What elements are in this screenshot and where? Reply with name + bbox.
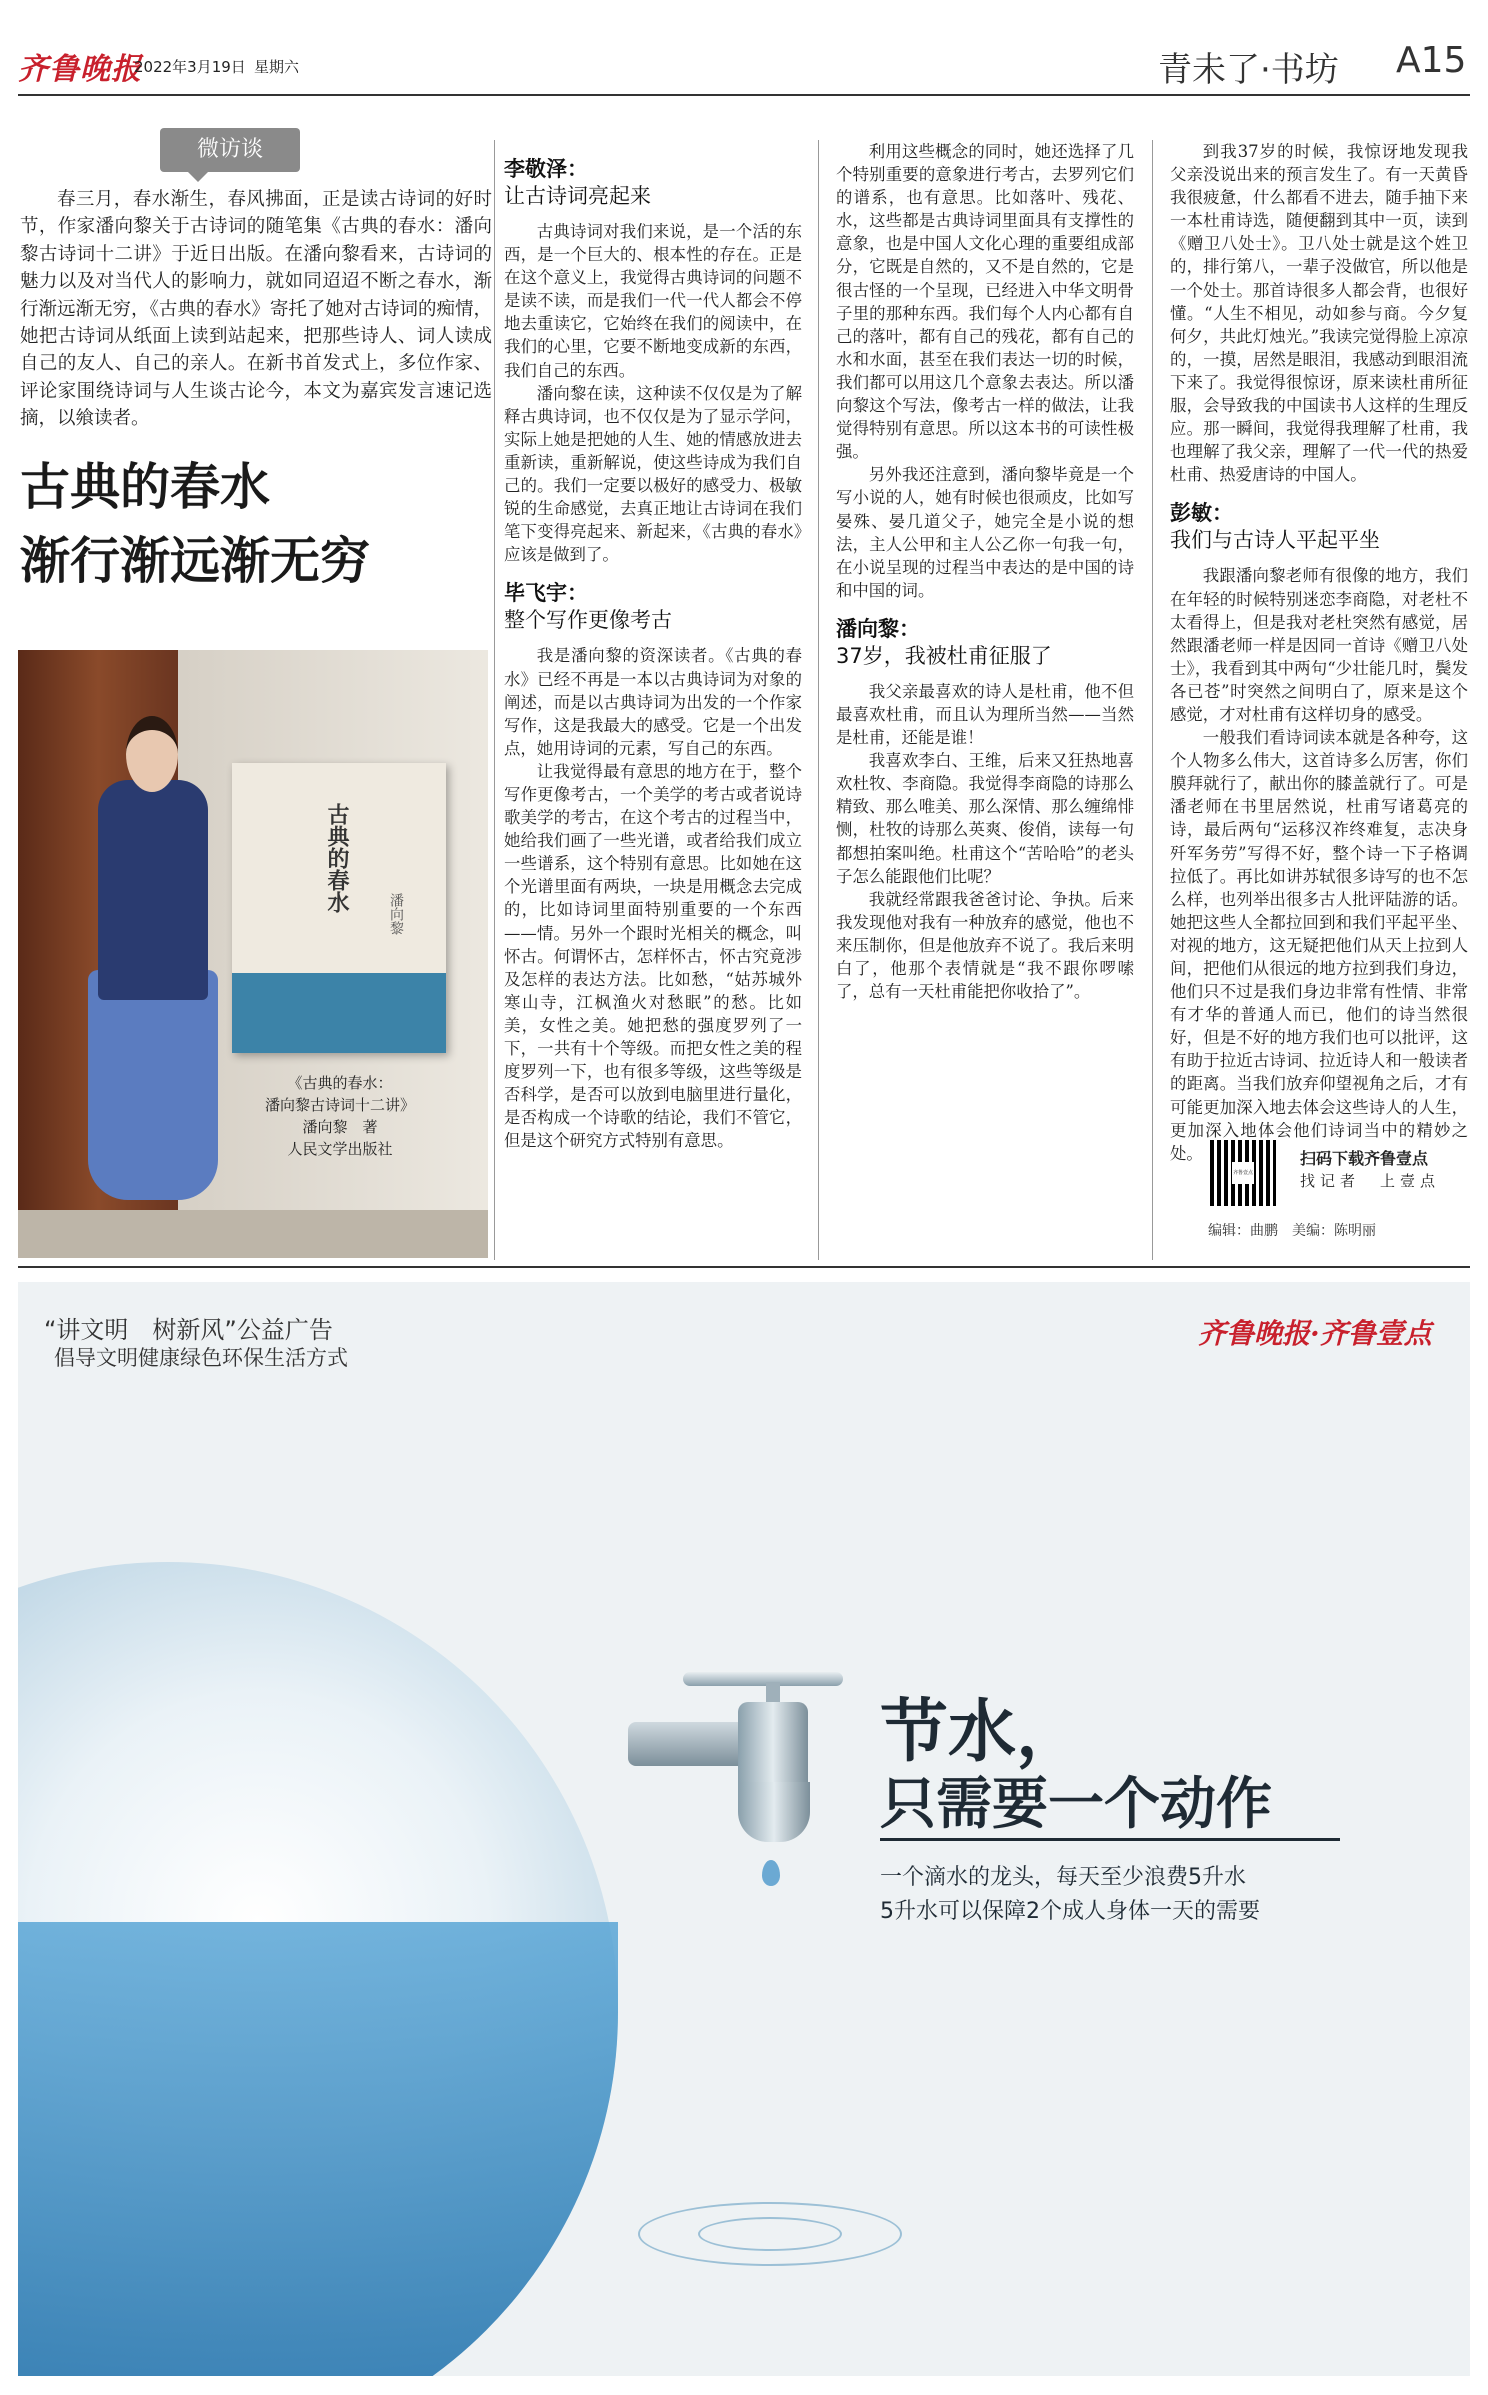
body-paragraph: 利用这些概念的同时，她还选择了几个特别重要的意象进行考古，去罗列它们的谱系，也有意思。比如落叶、残花、水，这些都是古典诗词里面具有支撑性的意象，也是中国人文化心理的重要组成部分，它既是自然的，又不是自然的，它是很古怪的一个呈现，已经进入中华文明骨子里的那种东西。我们每个人内心都有自己的落叶，都有自己的残花，都有自己的水和水面，甚至在我们表达一切的时候，我们都可以用这几个意象去表达。所以潘向黎这个写法，像考古一样的做法，让我觉得特别有意思。所以这本书的可读性极强。 [836,142,1134,462]
photo-floor [18,1210,488,1258]
faucet-spout [738,1782,810,1842]
photo-skirt [88,970,218,1200]
section-subhead: 整个写作更像考古 [504,608,672,633]
book-cover-author: 潘向黎 [388,893,404,935]
qr-logo [1232,1162,1254,1184]
body-paragraph: 到我37岁的时候，我惊讶地发现我父亲没说出来的预言发生了。有一天黄昏我很疲惫，什么都看不进去，随手抽下来一本杜甫诗选，随便翻到其中一页，读到《赠卫八处士》。卫八处士就是这个姓卫的，排行第八，一辈子没做官，所以他是一个处士。那首诗很多人都会背，也很好懂。“人生不相见，动如参与商。今夕复何夕，共此灯烛光。”我读完觉得脸上凉凉的，一摸，居然是眼泪，我感动到眼泪流下来了。我觉得很惊讶，原来读杜甫所征服，会导致我的中国读书人这样的生理反应。那一瞬间，我觉得我理解了杜甫，我也理解了我父亲，理解了一代一代的热爱杜甫、热爱唐诗的中国人。 [1170,142,1468,485]
body-paragraph: 古典诗词对我们来说，是一个活的东西，是一个巨大的、根本性的存在。正是在这个意义上，我觉得古典诗词的问题不是读不读，而是我们一代一代人都会不停地去重读它，它始终在我们的阅读中，在我们的心里，它要不断地变成新的东西，我们自己的东西。 [504,222,802,380]
caption-line: 《古典的春水： [287,1074,393,1092]
speaker-name: 毕飞宇： [504,581,588,606]
book-cover-band [232,973,446,1053]
ad-slogan: 倡导文明健康绿色环保生活方式 [54,1346,348,1370]
photo-head [126,716,178,792]
speaker-name: 潘向黎： [836,616,920,641]
header-rule [18,94,1470,96]
article-column-4 [1170,140,1468,1165]
intro-paragraph [20,186,492,433]
column-divider [818,140,819,1260]
book-caption [230,1072,450,1160]
globe-water [18,1922,618,2376]
column-divider [494,140,495,1260]
issue-weekday: 星期六 [254,58,300,76]
masthead-logo: 齐鲁晚报 [18,52,142,87]
speaker-name: 李敬泽： [504,157,588,181]
photo-jacket [98,780,208,1000]
intro-text: 春三月，春水渐生，春风拂面，正是读古诗词的好时节，作家潘向黎关于古诗词的随笔集《古典的春水：潘向黎古诗词十二讲》于近日出版。在潘向黎看来，古诗词的魅力以及对当代人的影响力，就如同迢迢不断之春水，渐行渐远渐无穷，《古典的春水》寄托了她对古诗词的痴情，她把古诗词从纸面上读到站起来，把那些诗人、词人读成自己的友人、自己的亲人。在新书首发式上，多位作家、评论家围绕诗词与人生谈古论今，本文为嘉宾发言速记选摘，以飨读者。 [20,189,492,430]
issue-date: 2022年3月19日 [134,58,246,76]
water-ripple [698,2217,842,2251]
book-cover [232,763,446,1053]
ad-copy-1: 一个滴水的龙头，每天至少浪费5升水 [880,1865,1246,1890]
caption-line: 潘向黎古诗词十二讲》 [264,1096,415,1114]
body-paragraph: 让我觉得最有意思的地方在于，整个写作更像考古，一个美学的考古或者说诗歌美学的考古，在这个考古的过程当中，她给我们画了一些光谱，或者给我们成立一些谱系，这个特别有意思。比如她在这个光谱里面有两块，一块是用概念去完成的，比如诗词里面特别重要的一个东西——情。另外一个跟时光相关的概念，叫怀古。何谓怀古，怎样怀古，怀古究竟涉及怎样的表达方法。比如愁，“姑苏城外寒山寺，江枫渔火对愁眠”的愁。比如美，女性之美。她把愁的强度罗列了一下，一共有十个等级。而把女性之美的程度罗列一下，也有很多等级，这些等级是否科学，是否可以放到电脑里进行量化，是否构成一个诗歌的结论，我们不管它，但是这个研究方式特别有意思。 [504,761,802,1151]
section-name: 青未了·书坊 [1158,50,1339,90]
section-rule [18,1266,1470,1268]
section-subhead: 37岁，我被杜甫征服了 [836,643,1052,668]
faucet-handle [683,1672,843,1686]
qr-label: 齐鲁壹点 [1232,1170,1253,1176]
faucet-body [738,1702,808,1792]
column-divider [1152,140,1153,1260]
section-subhead: 我们与古诗人平起平坐 [1170,528,1380,553]
scan-title: 扫码下载齐鲁壹点 [1300,1149,1429,1168]
main-headline [20,450,490,598]
section-subhead: 让古诗词亮起来 [504,184,651,208]
qr-code[interactable] [1210,1140,1276,1206]
ad-campaign-title: “讲文明 树新风”公益广告 [44,1316,333,1344]
body-paragraph: 我就经常跟我爸爸讨论、争执。后来我发现他对我有一种放弃的感觉，他也不来压制你，但是他放弃不说了。我后来明白了，他那个表情就是“我不跟你啰嗦了，总有一天杜甫能把你收拾了”。 [836,889,1134,1002]
headline-line-2: 渐行渐远渐无穷 [20,531,370,590]
ad-headline-1: 节水， [880,1692,1085,1772]
body-paragraph: 我喜欢李白、王维，后来又狂热地喜欢杜牧、李商隐。我觉得李商隐的诗那么精致、那么唯美、那么深情、那么缠绵悱恻，杜牧的诗那么英爽、俊俏，读每一句都想拍案叫绝。杜甫这个“苦哈哈”的老头子怎么能跟他们比呢？ [836,751,1134,886]
ad-brand-logo: 齐鲁晚报·齐鲁壹点 [1198,1317,1432,1350]
column-tag: 微访谈 [160,128,300,172]
water-drop-icon [762,1860,780,1886]
ad-copy-2: 5升水可以保障2个成人身体一天的需要 [880,1899,1260,1924]
caption-line: 人民文学出版社 [287,1140,393,1158]
body-paragraph: 我是潘向黎的资深读者。《古典的春水》已经不再是一本以古典诗词为对象的阐述，而是以古典诗词为出发的一个作家写作，这是我最大的感受。它是一个出发点，她用诗词的元素，写自己的东西。 [504,646,802,758]
caption-line: 潘向黎 著 [302,1118,378,1136]
ad-rule [880,1838,1340,1841]
body-paragraph: 潘向黎在读，这种读不仅仅是为了解释古典诗词，也不仅仅是为了显示学问，实际上她是把她的人生、她的情感放进去重新读，重新解说，使这些诗成为我们自己的。我们一定要以极好的感受力、极敏锐的生命感觉，去真正地让古诗词在我们笔下变得亮起来、新起来，《古典的春水》应该是做到了。 [504,383,802,565]
editor-credits: 编辑：曲鹏 美编：陈明丽 [1208,1223,1376,1239]
body-paragraph: 我父亲最喜欢的诗人是杜甫，他不但最喜欢杜甫，而且认为理所当然——当然是杜甫，还能是谁！ [836,681,1134,748]
page-number: A15 [1396,40,1467,81]
body-paragraph: 一般我们看诗词读本就是各种夸，这个人物多么伟大，这首诗多么厉害，你们膜拜就行了，献出你的膝盖就行了。可是潘老师在书里居然说，杜甫写诸葛亮的诗，最后两句“运移汉祚终难复，志决身歼军务劳”写得不好，整个诗一下子格调拉低了。再比如讲苏轼很多诗写的也不怎么样，也列举出很多古人批评陆游的话。她把这些人全都拉回到和我们平起平坐、对视的地方，这无疑把他们从天上拉到人间，把他们从很远的地方拉到我们身边，他们只不过是我们身边非常有性情、非常有才华的普通人而已，他们的诗当然很好，但是不好的地方我们也可以批评，这有助于拉近古诗词、拉近诗人和一般读者的距离。当我们放弃仰望视角之后，才有可能更加深入地去体会这些诗人的人生，更加深入地体会他们诗词当中的精妙之处。 [1170,728,1468,1163]
book-cover-title: 古典的春水 [324,803,350,913]
ad-headline-2: 只需要一个动作 [880,1771,1272,1837]
body-paragraph: 另外我还注意到，潘向黎毕竟是一个写小说的人，她有时候也很顽皮，比如写晏殊、晏几道父子，她完全是小说的想法，主人公甲和主人公乙你一句我一句，在小说呈现的过程当中表达的是中国的诗和中国的词。 [836,465,1134,600]
public-service-ad [18,1282,1470,2376]
article-column-3 [836,140,1134,1003]
scan-subtitle: 找记者 上壹点 [1300,1172,1441,1190]
article-column-2 [504,156,802,1152]
body-paragraph: 我跟潘向黎老师有很像的地方，我们在年轻的时候特别迷恋李商隐，对老杜不太看得上，但是我对老杜突然有感觉，居然跟潘老师一样是因同一首诗《赠卫八处士》，我看到其中两句“少壮能几时，鬓发各已苍”时突然之间明白了，原来是这个感觉，才对杜甫有这样切身的感受。 [1170,566,1468,724]
speaker-name: 彭敏： [1170,501,1233,526]
headline-line-1: 古典的春水 [20,457,270,516]
